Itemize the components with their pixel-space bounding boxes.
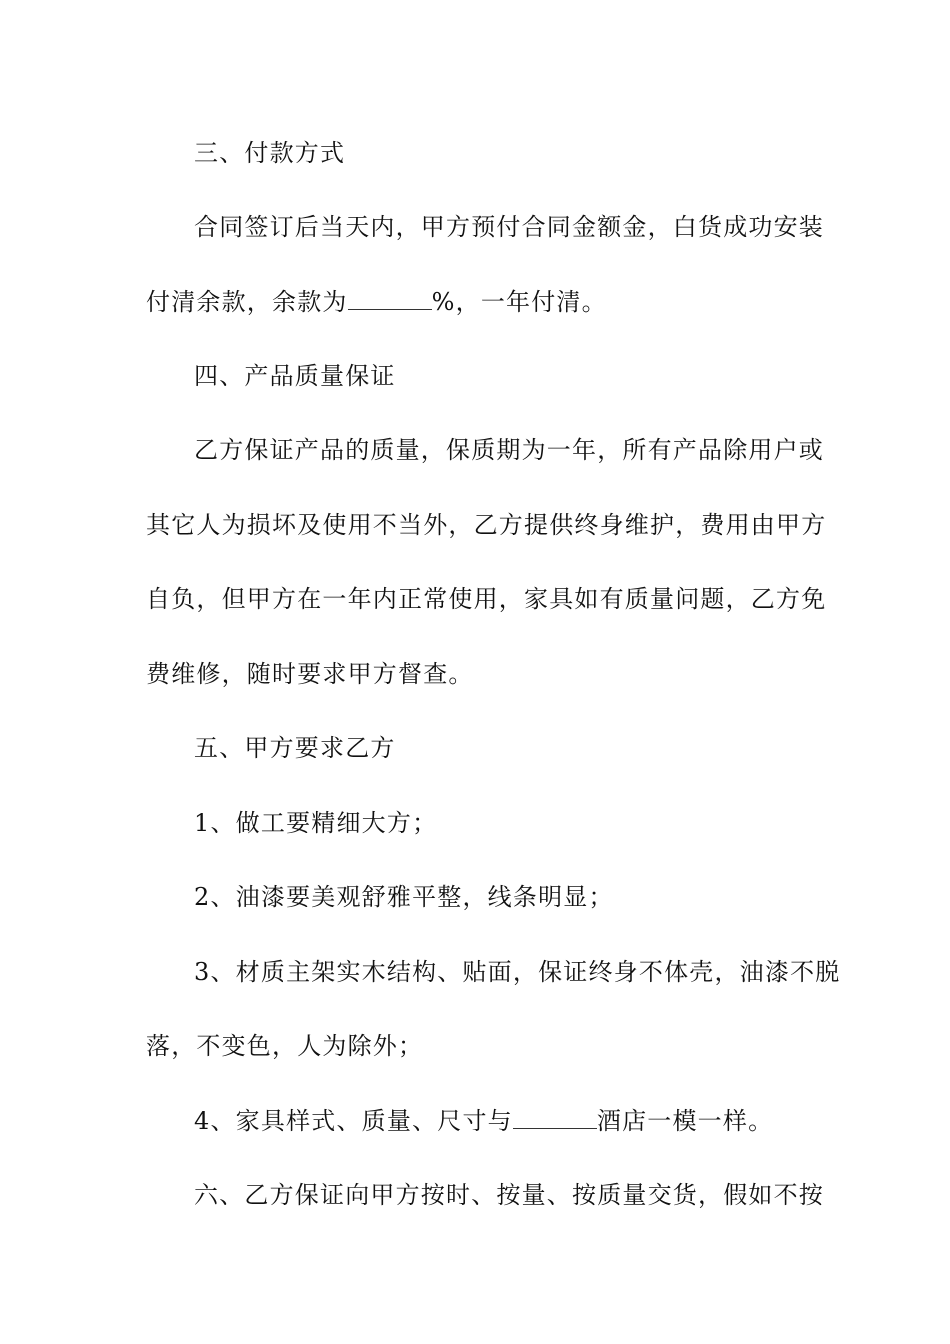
section-3-paragraph-line-1: 合同签订后当天内，甲方预付合同金额金，白货成功安装 [194, 213, 824, 241]
section-5-item-3-line-1: 3、材质主架实木结构、贴面，保证终身不体壳，油漆不脱 [194, 958, 841, 986]
section-4-paragraph-line-1: 乙方保证产品的质量，保质期为一年，所有产品除用户或 [194, 436, 824, 464]
payment-balance-suffix: %，一年付清。 [431, 288, 607, 316]
item-4-text: 4、家具样式、质量、尺寸与 [194, 1107, 513, 1135]
payment-balance-label: 付清余款，余款为 [146, 288, 348, 316]
section-5-item-4 [194, 1105, 806, 1137]
section-5-item-2: 2、油漆要美观舒雅平整，线条明显； [194, 883, 614, 911]
section-4-paragraph-line-3: 自负，但甲方在一年内正常使用，家具如有质量问题，乙方免 [146, 585, 827, 613]
hotel-name-blank [513, 1106, 597, 1129]
section-6-paragraph-line-1: 六、乙方保证向甲方按时、按量、按质量交货，假如不按 [194, 1181, 824, 1209]
section-5-item-3-line-2: 落，不变色，人为除外； [146, 1032, 424, 1060]
section-5-heading: 五、甲方要求乙方 [194, 734, 396, 762]
item-4-suffix: 酒店一模一样。 [596, 1107, 774, 1135]
section-4-paragraph-line-2: 其它人为损坏及使用不当外，乙方提供终身维护，费用由甲方 [146, 511, 827, 539]
section-3-heading: 三、付款方式 [194, 139, 346, 167]
section-4-heading: 四、产品质量保证 [194, 362, 396, 390]
section-5-item-1: 1、做工要精细大方； [194, 809, 438, 837]
balance-percent-blank [348, 287, 432, 310]
section-4-paragraph-line-4: 费维修，随时要求甲方督查。 [146, 660, 474, 688]
section-3-paragraph-line-2 [146, 286, 806, 318]
